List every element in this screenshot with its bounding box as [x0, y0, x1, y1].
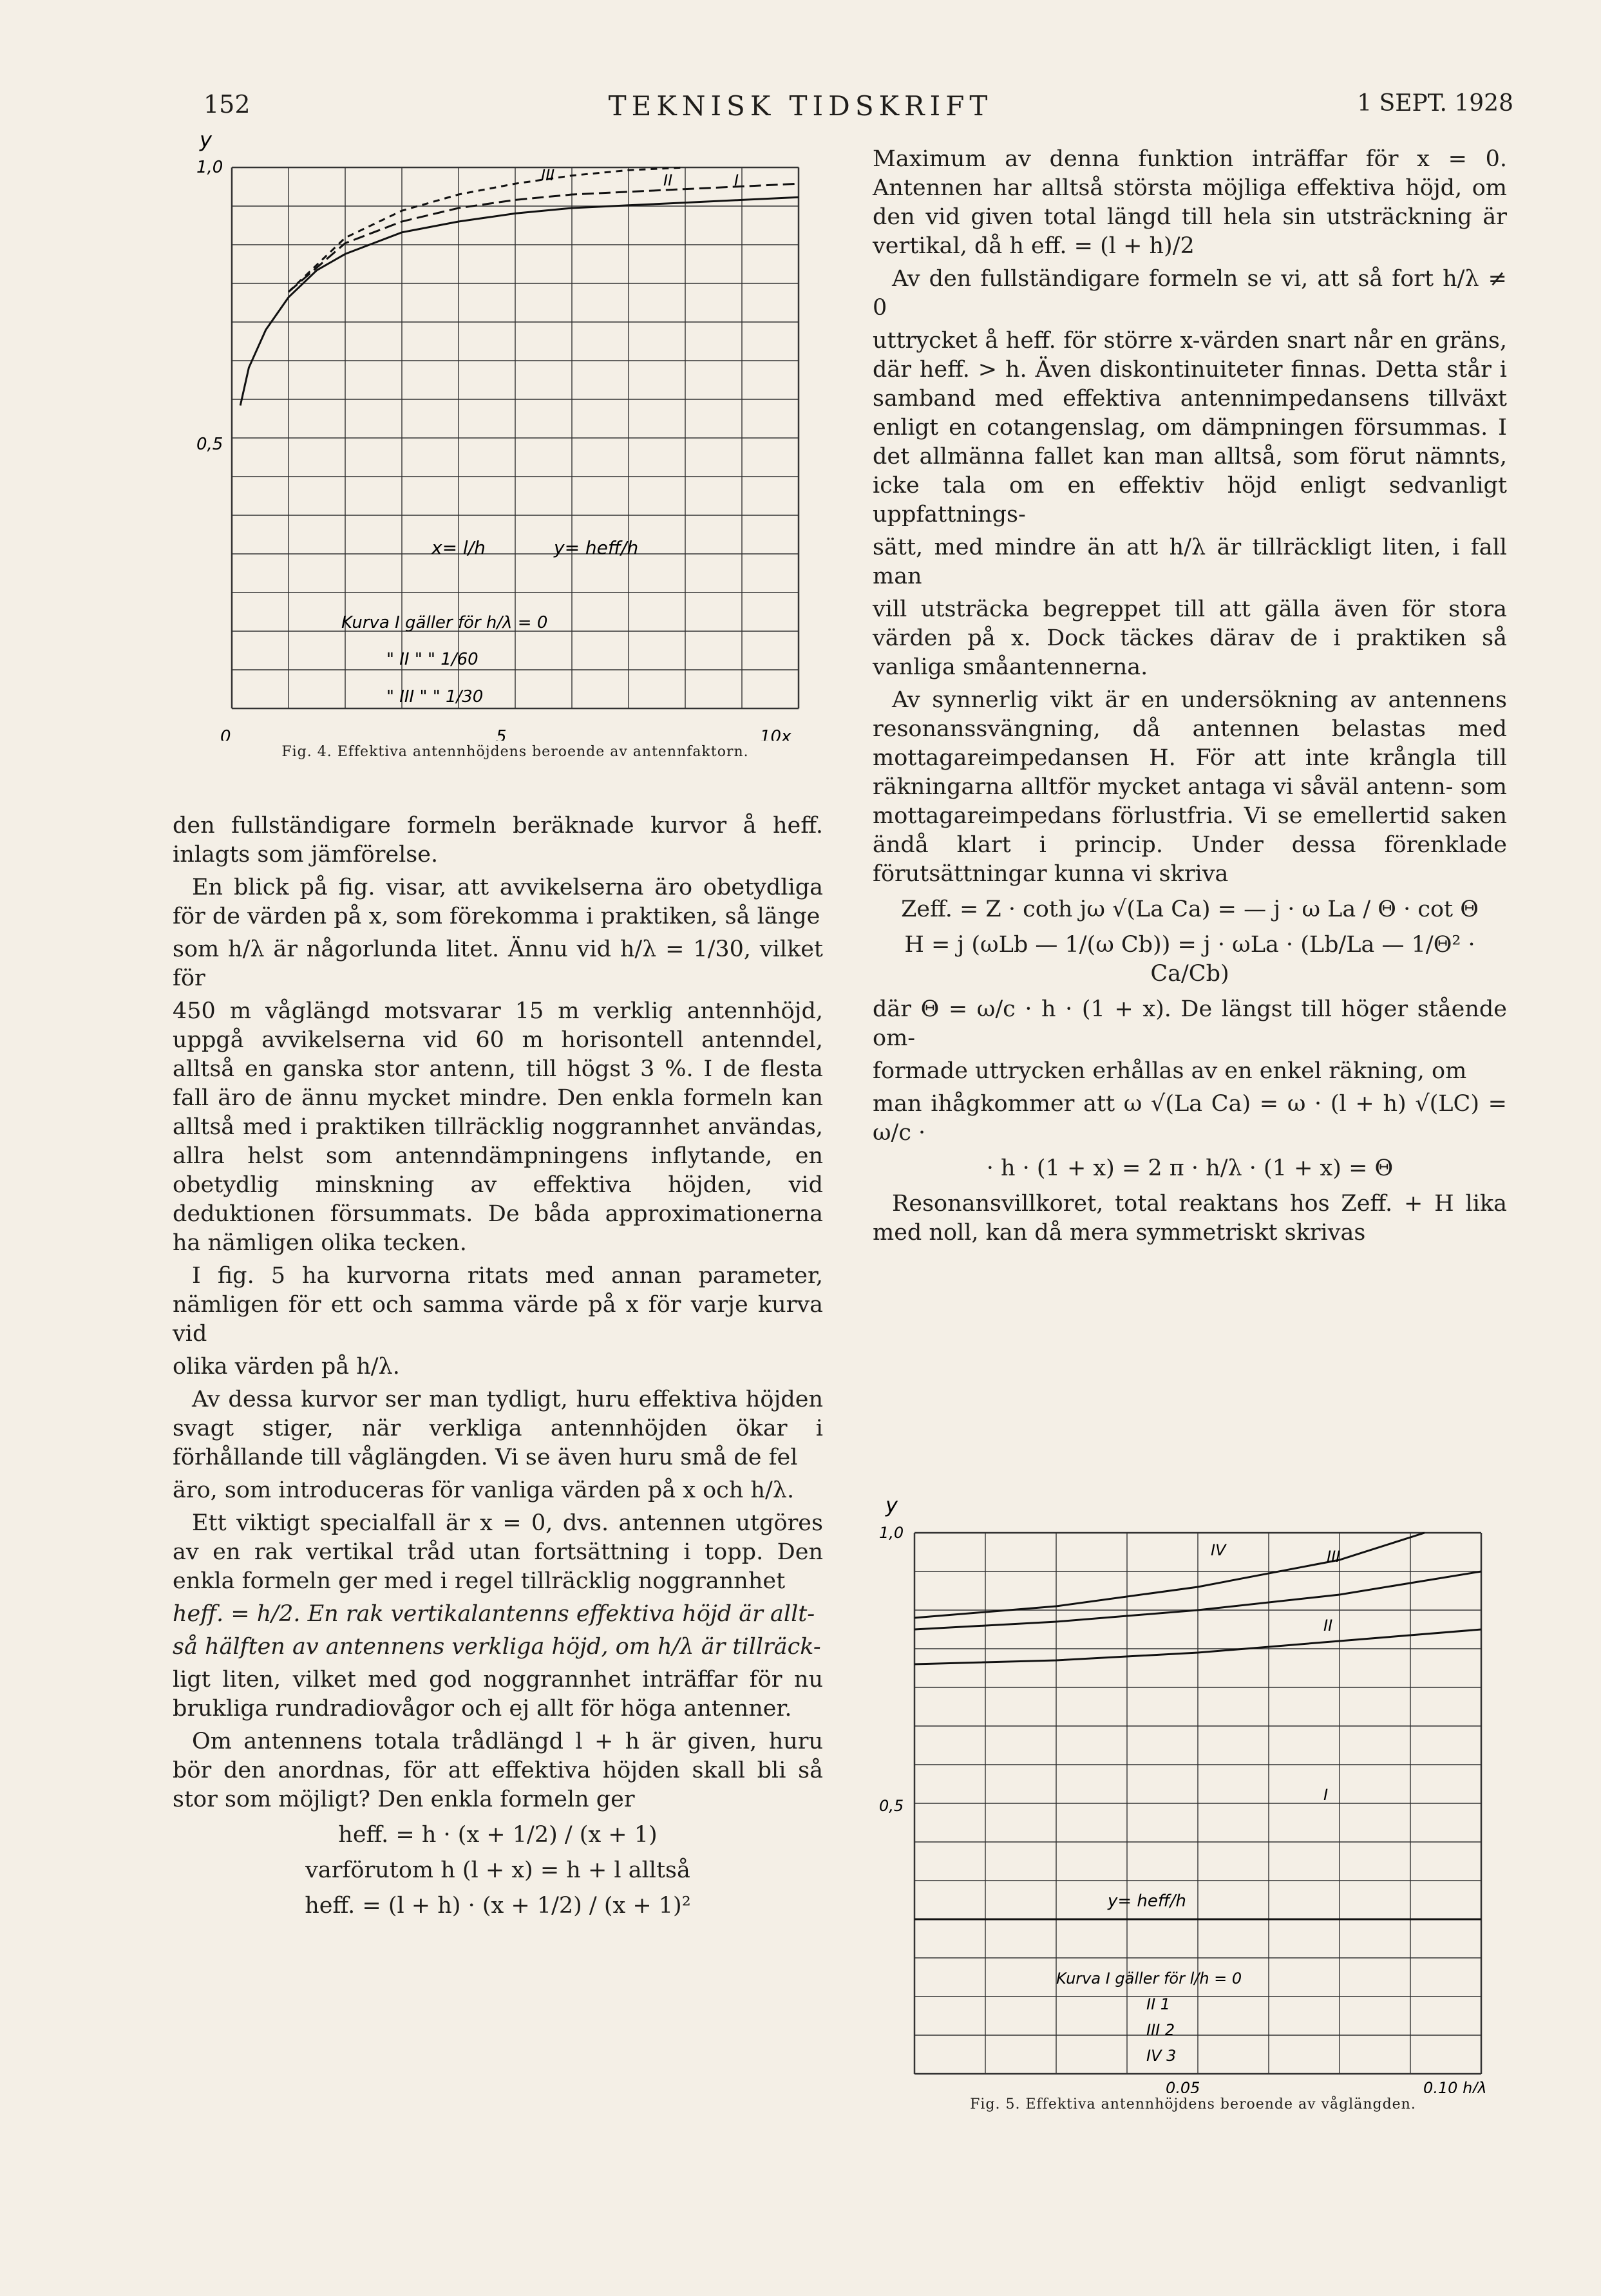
- fig4-y-definition: y= heff/h: [554, 537, 639, 558]
- left-para-5b: äro, som introduceras för vanliga värden på x och h/λ.: [173, 1477, 795, 1503]
- left-para-3: 450 m våglängd motsvarar 15 m verklig antennhöjd, uppgå avvikelserna vid 60 m horisontell antenndel, alltså en ganska stor antenn, till högst 3 %. I de flesta fall äro de ännu mycket mindre. Den enkla formeln kan alltså med i praktiken tillräcklig noggrannhet användas, allra helst som antenndämpningens inflytande, en obetydlig minskning av effektiva höjden, vid deduktionen försummats. De båda approximationerna ha nämligen olika tecken.: [173, 998, 823, 1256]
- fig4-legend-line-2: " II " " 1/60: [386, 650, 478, 669]
- fig5-y-tick-1: 1,0: [879, 1524, 904, 1542]
- left-para-6b: heff. = h/2. En rak vertikalantenns effektiva höjd är allt-: [173, 1601, 815, 1627]
- left-para-6d: ligt liten, vilket med god noggrannhet inträffar för nu brukliga rundradiovågor och ej allt för höga antenner.: [173, 1667, 823, 1722]
- series-line-iii: [289, 167, 685, 292]
- fig5-curve-label-iv: IV: [1211, 1541, 1226, 1559]
- fig5-legend-line-2: II 1: [1146, 1995, 1171, 2013]
- right-formula-2: H = j (ωLb — 1/(ω Cb)) = j · ωLa · (Lb/La — 1/Θ² · Ca/Cb): [904, 932, 1475, 987]
- fig5-y-definition: y= heff/h: [1108, 1892, 1186, 1911]
- fig4-x-tick-10: 10x: [760, 727, 791, 741]
- figure-5-caption: Fig. 5. Effektiva antennhöjdens beroende av våglängden.: [970, 2096, 1416, 2112]
- fig4-x-tick-0: 0: [220, 727, 231, 741]
- right-para-5: Av synnerlig vikt är en undersökning av antennens resonanssvängning, då antennen belastas med mottagareimpedansen H. För att inte krångla till räkningarna alltför mycket antaga vi såväl antenn- som mottagareimpedans förlustfria. Vi se emellertid saken ändå klart i princip. Under dessa förenklade förutsättningar kunna vi skriva: [873, 687, 1507, 887]
- left-para-4b: olika värden på h/λ.: [173, 1354, 400, 1380]
- left-para-6: Ett viktigt specialfall är x = 0, dvs. antennen utgöres av en rak vertikal tråd utan fortsättning i topp. Den enkla formeln ger med i regel tillräcklig noggrannhet: [173, 1510, 823, 1594]
- fig4-y-tick-05: 0,5: [196, 435, 223, 454]
- series-line-i: [240, 197, 799, 405]
- figure-5-chart: [876, 1494, 1510, 2093]
- fig4-y-tick-1: 1,0: [196, 158, 223, 177]
- right-para-1: Maximum av denna funktion inträffar för x = 0. Antennen har alltså största möjliga effektiva höjd, om den vid given total längd till hela sin utsträckning är vertikal, då h eff. = (l + h)/2: [873, 146, 1507, 259]
- fig5-x-tick-005: 0,05: [1166, 2079, 1200, 2093]
- left-para-2: En blick på fig. visar, att avvikelserna äro obetydliga för de värden på x, som förekomma i praktiken, så länge: [173, 875, 823, 929]
- figure-4-caption: Fig. 4. Effektiva antennhöjdens beroende av antennfaktorn.: [281, 744, 749, 760]
- fig5-y-axis-label: y: [886, 1494, 898, 1517]
- journal-title: TEKNISK TIDSKRIFT: [608, 90, 993, 122]
- right-para-6: där Θ = ω/c · h · (1 + x). De längst till höger stående om-: [873, 996, 1507, 1051]
- right-formula-3: · h · (1 + x) = 2 π · h/λ · (1 + x) = Θ: [986, 1155, 1394, 1181]
- fig5-grid: [914, 1533, 1481, 2074]
- left-para-7: Om antennens totala trådlängd l + h är given, huru bör den anordnas, för att effektiva höjden skall bli så stor som möjligt? Den enkla formeln ger: [173, 1729, 823, 1812]
- left-para-4: I fig. 5 ha kurvorna ritats med annan parameter, nämligen för ett och samma värde på x för varje kurva vid: [173, 1263, 823, 1347]
- right-para-7: Resonansvillkoret, total reaktans hos Zeff. + H lika med noll, kan då mera symmetriskt skrivas: [873, 1191, 1507, 1246]
- fig4-y-axis-label: y: [200, 129, 212, 152]
- figure-5: [876, 1494, 1510, 2145]
- page-number: 152: [204, 90, 251, 119]
- page-header: [0, 90, 1601, 129]
- fig5-curve-label-iii: III: [1327, 1548, 1341, 1566]
- series-line-iv: [914, 1533, 1425, 1618]
- right-para-3b: sätt, med mindre än att h/λ är tillräckligt liten, i fall man: [873, 535, 1507, 589]
- fig4-x-definition: x= l/h: [431, 537, 486, 558]
- issue-date: 1 SEPT. 1928: [1357, 90, 1513, 117]
- fig5-y-tick-05: 0,5: [879, 1797, 904, 1815]
- right-para-2: Av den fullständigare formeln se vi, att så fort h/λ ≠ 0: [873, 266, 1507, 321]
- right-column: [873, 145, 1507, 1251]
- right-para-6b: formade uttrycken erhållas av en enkel räkning, om: [873, 1058, 1467, 1084]
- left-formula-2: varförutom h (l + x) = h + l alltså: [305, 1857, 690, 1883]
- fig4-x-tick-5: 5: [496, 727, 507, 741]
- right-para-6c: man ihågkommer att ω √(La Ca) = ω · (l + h) √(LC) = ω/c ·: [873, 1091, 1507, 1146]
- fig4-curve-label-iii: III: [541, 166, 555, 184]
- figure-4: [193, 129, 837, 779]
- fig5-curve-label-i: I: [1323, 1786, 1329, 1804]
- left-para-5: Av dessa kurvor ser man tydligt, huru effektiva höjden svagt stiger, när verkliga antennhöjden ökar i förhållande till våglängden. Vi se även huru små de fel: [173, 1387, 823, 1470]
- left-para-1: den fullständigare formeln beräknade kurvor å heff. inlagts som jämförelse.: [173, 813, 823, 868]
- left-column: [173, 811, 823, 1927]
- right-formula-1: Zeff. = Z · coth jω √(La Ca) = — j · ω La / Θ · cot Θ: [901, 897, 1479, 922]
- fig4-curve-label-ii: II: [663, 171, 673, 189]
- right-para-4: vill utsträcka begreppet till att gälla även för stora värden på x. Dock täckes därav de i praktiken så vanliga småantennerna.: [873, 596, 1507, 680]
- left-formula-3: heff. = (l + h) · (x + 1/2) / (x + 1)²: [305, 1893, 691, 1919]
- left-para-2b: som h/λ är någorlunda litet. Ännu vid h/λ = 1/30, vilket för: [173, 936, 823, 991]
- fig4-legend-line-1: Kurva I gäller för h/λ = 0: [341, 613, 548, 632]
- right-para-3: uttrycket å heff. för större x-värden snart når en gräns, där heff. > h. Även diskontinuiteter finnas. Detta står i samband med effektiva antennimpedansens tillväxt enligt en cotangenslag, om dämpningen försummas. I det allmänna fallet kan man alltså, som förut nämnts, icke tala om en effektiv höjd enligt sedvanligt uppfattnings-: [873, 328, 1507, 527]
- fig5-legend-line-1: Kurva I gäller för l/h = 0: [1056, 1969, 1242, 1988]
- figure-4-chart: [193, 129, 837, 741]
- fig4-curves: [240, 167, 799, 406]
- fig5-legend-line-3: III 2: [1146, 2021, 1175, 2039]
- fig5-legend-line-4: IV 3: [1146, 2047, 1177, 2065]
- left-formula-1: heff. = h · (x + 1/2) / (x + 1): [338, 1822, 658, 1848]
- fig4-legend-line-3: " III " " 1/30: [386, 687, 484, 707]
- fig5-x-tick-010: 0,10 h/λ: [1423, 2079, 1487, 2093]
- fig5-curve-label-ii: II: [1323, 1617, 1333, 1635]
- fig4-curve-label-i: I: [734, 171, 739, 189]
- left-para-6c: så hälften av antennens verkliga höjd, om h/λ är tillräck-: [173, 1634, 821, 1660]
